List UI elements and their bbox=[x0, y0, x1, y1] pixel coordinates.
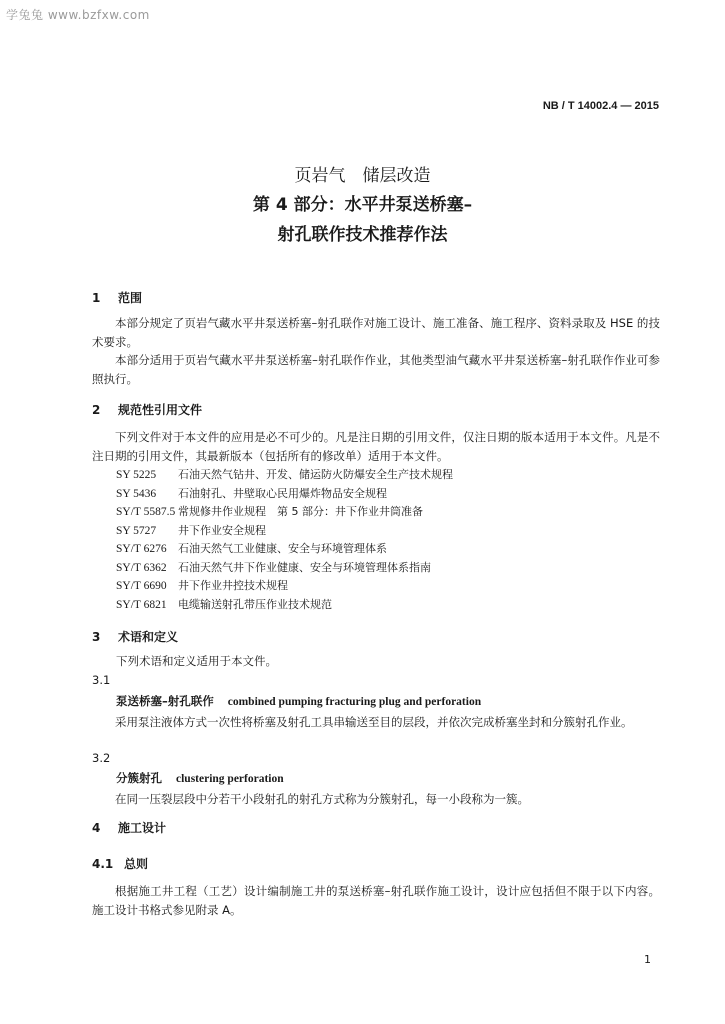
section-3-heading bbox=[92, 628, 178, 645]
page-number: 1 bbox=[644, 953, 651, 966]
reference-title: 井下作业井控技术规程 bbox=[178, 579, 288, 592]
section-number: 3 bbox=[92, 630, 101, 644]
reference-code: SY/T 6362 bbox=[116, 561, 167, 574]
term-2-number: 3.2 bbox=[92, 751, 111, 765]
doc-title-line3: 射孔联作技术推荐作法 bbox=[277, 225, 448, 245]
reference-title: 石油天然气井下作业健康、安全与环境管理体系指南 bbox=[178, 560, 431, 574]
term-2-definition: 在同一压裂层段中分若干小段射孔的射孔方式称为分簇射孔，每一小段称为一簇。 bbox=[115, 792, 529, 806]
term-1-title bbox=[116, 693, 481, 709]
doc-title-line2: 第 4 部分：水平井泵送桥塞– bbox=[252, 195, 473, 215]
section-title: 范围 bbox=[118, 291, 143, 305]
reference-item bbox=[116, 596, 332, 612]
section-4-para: 根据施工井工程（工艺）设计编制施工井的泵送桥塞–射孔联作施工设计，设计应包括但不限于以下内容。施工设计书格式参见附录 A。 bbox=[92, 884, 660, 917]
section-1-para1: 本部分规定了页岩气藏水平井泵送桥塞–射孔联作对施工设计、施工准备、施工程序、资料录取及 HSE 的技术要求。 bbox=[92, 316, 660, 349]
term-1-definition: 采用泵注液体方式一次性将桥塞及射孔工具串输送至目的层段，并依次完成桥塞坐封和分簇射孔作业。 bbox=[115, 715, 633, 729]
reference-title: 井下作业安全规程 bbox=[178, 523, 266, 537]
section-1-para2: 本部分适用于页岩气藏水平井泵送桥塞–射孔联作作业，其他类型油气藏水平井泵送桥塞–射孔联作作业可参照执行。 bbox=[92, 353, 660, 386]
reference-item bbox=[116, 540, 387, 556]
section-number: 1 bbox=[92, 291, 101, 305]
reference-title: 电缆输送射孔带压作业技术规范 bbox=[178, 597, 332, 611]
term-1-en: combined pumping fracturing plug and perforation bbox=[227, 696, 482, 708]
reference-code: SY 5436 bbox=[116, 487, 157, 500]
section-title: 施工设计 bbox=[118, 821, 167, 835]
section-1-heading bbox=[92, 289, 142, 306]
section-title: 术语和定义 bbox=[118, 630, 179, 644]
reference-code: SY 5225 bbox=[116, 469, 157, 481]
standard-number: NB / T 14002.4 — 2015 bbox=[542, 100, 659, 112]
term-2-title bbox=[116, 770, 284, 786]
watermark: 学兔兔 www.bzfxw.com bbox=[6, 8, 150, 22]
subsection-title: 总则 bbox=[124, 857, 149, 871]
reference-item bbox=[116, 503, 423, 519]
reference-item bbox=[116, 577, 288, 593]
reference-title: 石油射孔、井壁取心民用爆炸物品安全规程 bbox=[178, 486, 387, 500]
section-2-heading bbox=[92, 401, 202, 418]
reference-code: SY/T 6821 bbox=[116, 598, 167, 611]
reference-item bbox=[116, 466, 453, 482]
term-2-cn: 分簇射孔 bbox=[116, 771, 162, 785]
reference-item bbox=[116, 522, 266, 538]
term-1-cn: 泵送桥塞–射孔联作 bbox=[116, 694, 214, 708]
section-3-intro: 下列术语和定义适用于本文件。 bbox=[116, 654, 277, 668]
term-2-en: clustering perforation bbox=[176, 773, 284, 785]
subsection-number: 4.1 bbox=[92, 857, 114, 871]
reference-code: SY/T 6690 bbox=[116, 580, 167, 592]
reference-code: SY/T 5587.5 bbox=[116, 506, 176, 518]
section-title: 规范性引用文件 bbox=[118, 403, 203, 417]
reference-title: 常规修井作业规程 第 5 部分：井下作业井筒准备 bbox=[178, 505, 423, 518]
reference-code: SY/T 6276 bbox=[116, 543, 167, 555]
section-number: 4 bbox=[92, 821, 101, 835]
reference-title: 石油天然气钻井、开发、储运防火防爆安全生产技术规程 bbox=[178, 468, 453, 481]
section-4-heading bbox=[92, 819, 166, 836]
section-2-intro: 下列文件对于本文件的应用是必不可少的。凡是注日期的引用文件，仅注日期的版本适用于本文件。凡是不注日期的引用文件，其最新版本（包括所有的修改单）适用于本文件。 bbox=[92, 430, 660, 463]
term-1-number: 3.1 bbox=[92, 673, 111, 687]
doc-title-line1: 页岩气 储层改造 bbox=[294, 166, 431, 186]
reference-item bbox=[116, 485, 387, 501]
reference-code: SY 5727 bbox=[116, 524, 157, 537]
subsection-4-1-heading bbox=[92, 855, 148, 872]
reference-item bbox=[116, 559, 431, 575]
section-number: 2 bbox=[92, 403, 101, 417]
reference-title: 石油天然气工业健康、安全与环境管理体系 bbox=[178, 542, 387, 555]
